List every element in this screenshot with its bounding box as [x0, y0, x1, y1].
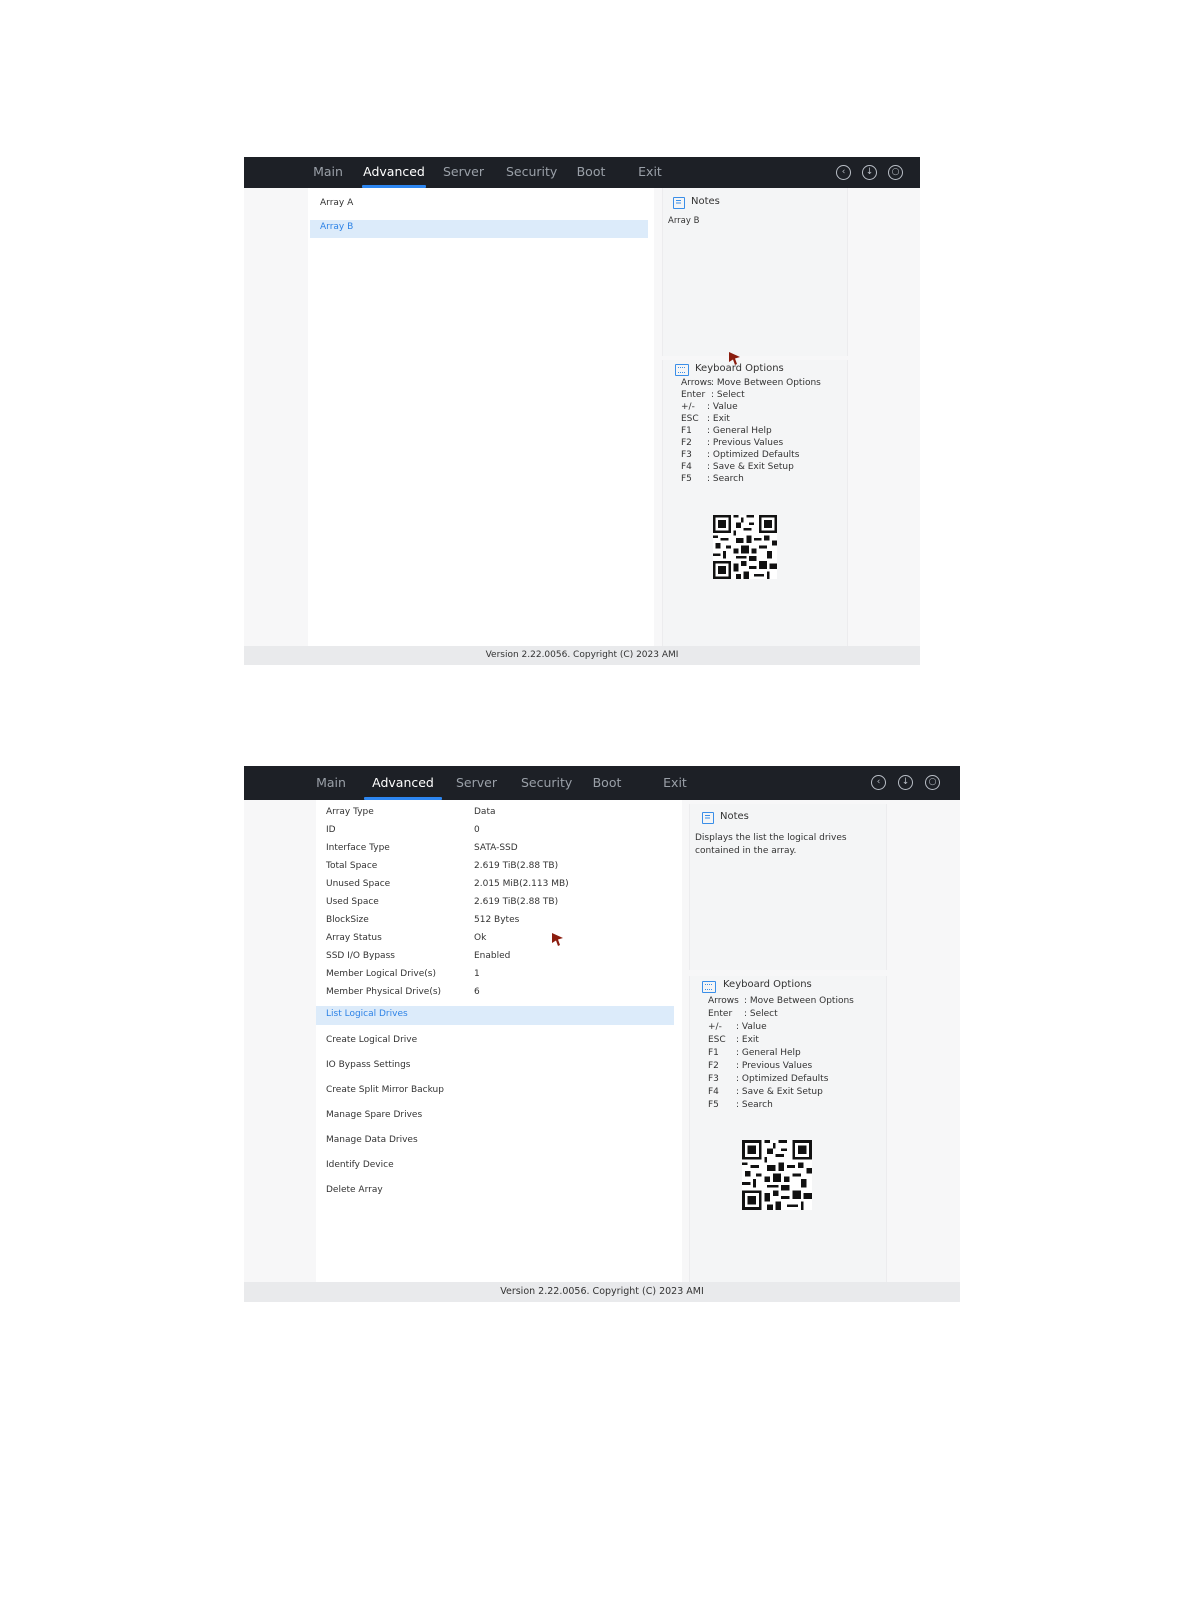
key-desc: : General Help — [707, 426, 772, 436]
key-name: F5 — [681, 474, 692, 484]
keyboard-icon — [702, 981, 716, 993]
key-row — [681, 450, 799, 460]
property-label: Unused Space — [326, 879, 391, 889]
key-row — [708, 1048, 801, 1058]
version-footer: Version 2.22.0056. Copyright (C) 2023 AMI — [244, 646, 920, 665]
key-row — [708, 1035, 759, 1045]
property-value: 2.619 TiB(2.88 TB) — [474, 897, 559, 907]
tab-security[interactable]: Security — [521, 775, 573, 790]
key-desc: : Exit — [707, 414, 730, 424]
notes-icon — [673, 197, 685, 209]
property-value: SATA-SSD — [474, 843, 518, 853]
tab-advanced-label: Advanced — [363, 164, 425, 179]
notes-title: Notes — [691, 196, 720, 207]
property-label: Member Physical Drive(s) — [326, 987, 442, 997]
version-footer: Version 2.22.0056. Copyright (C) 2023 AMI — [244, 1282, 960, 1302]
key-row — [708, 1009, 778, 1019]
key-row — [681, 378, 821, 388]
notes-text: Array B — [668, 216, 700, 226]
save-icon[interactable]: ↓ — [862, 165, 877, 180]
property-value: 2.619 TiB(2.88 TB) — [474, 861, 559, 871]
tab-server[interactable]: Server — [443, 164, 484, 179]
key-desc: : Value — [707, 402, 738, 412]
key-name: F2 — [681, 438, 692, 448]
tab-advanced-label: Advanced — [372, 775, 434, 790]
property-value: 512 Bytes — [474, 915, 520, 925]
key-desc: : General Help — [736, 1048, 801, 1058]
key-desc: : Move Between Options — [744, 996, 854, 1006]
action-identify-device[interactable]: Identify Device — [326, 1160, 394, 1170]
key-name: F1 — [708, 1048, 719, 1058]
keyboard-icon — [675, 364, 689, 376]
key-name: F5 — [708, 1100, 719, 1110]
menu-panel — [308, 188, 654, 648]
property-label: Member Logical Drive(s) — [326, 969, 436, 979]
key-row — [708, 1061, 812, 1071]
menu-item-array-b[interactable] — [310, 220, 648, 238]
top-nav-bar — [244, 157, 920, 188]
key-desc: : Save & Exit Setup — [736, 1087, 823, 1097]
back-icon[interactable]: ‹ — [871, 775, 886, 790]
notes-panel — [689, 804, 887, 970]
keyboard-options-title: Keyboard Options — [723, 979, 812, 990]
key-name: Arrows — [681, 378, 712, 388]
property-label: SSD I/O Bypass — [326, 951, 395, 961]
key-desc: : Optimized Defaults — [736, 1074, 829, 1084]
tab-main[interactable]: Main — [316, 775, 346, 790]
key-name: +/- — [708, 1022, 722, 1032]
property-value: Data — [474, 807, 496, 817]
key-name: F4 — [708, 1087, 719, 1097]
tab-exit[interactable]: Exit — [638, 164, 662, 179]
key-row — [681, 426, 772, 436]
tab-advanced[interactable] — [362, 164, 426, 179]
tab-boot[interactable]: Boot — [592, 775, 622, 790]
action-manage-spare-drives[interactable]: Manage Spare Drives — [326, 1110, 423, 1120]
notes-icon — [702, 812, 714, 824]
keyboard-options-title: Keyboard Options — [695, 363, 784, 374]
key-name: ESC — [708, 1035, 726, 1045]
key-row — [681, 438, 783, 448]
property-label: Array Type — [326, 807, 374, 817]
tab-server[interactable]: Server — [456, 775, 497, 790]
key-row — [708, 1100, 773, 1110]
key-name: Enter — [708, 1009, 733, 1019]
key-row — [681, 390, 745, 400]
key-name: Enter — [681, 390, 706, 400]
key-row — [708, 1022, 767, 1032]
key-name: Arrows — [708, 996, 739, 1006]
key-desc: : Search — [736, 1100, 773, 1110]
key-desc: : Move Between Options — [711, 378, 821, 388]
action-create-split-mirror-backup[interactable]: Create Split Mirror Backup — [326, 1085, 444, 1095]
key-name: F3 — [681, 450, 692, 460]
property-label: BlockSize — [326, 915, 369, 925]
property-value: 2.015 MiB(2.113 MB) — [474, 879, 569, 889]
key-desc: : Previous Values — [736, 1061, 813, 1071]
mouse-cursor-icon — [551, 932, 565, 948]
key-name: F2 — [708, 1061, 719, 1071]
key-desc: : Select — [744, 1009, 778, 1019]
notes-text: Displays the list the logical drives contained in the array. — [695, 833, 847, 856]
search-icon[interactable]: ○ — [925, 775, 940, 790]
key-desc: : Previous Values — [707, 438, 784, 448]
property-label: Used Space — [326, 897, 379, 907]
key-row — [708, 996, 854, 1006]
key-row — [708, 1087, 823, 1097]
bios-screen-2 — [244, 766, 960, 1302]
key-row — [708, 1074, 828, 1084]
key-name: +/- — [681, 402, 695, 412]
property-value: 6 — [474, 987, 480, 997]
action-delete-array[interactable]: Delete Array — [326, 1185, 383, 1195]
key-desc: : Search — [707, 474, 744, 484]
array-details-panel — [316, 800, 682, 1282]
key-row — [681, 474, 744, 484]
property-value: Enabled — [474, 951, 511, 961]
key-name: F1 — [681, 426, 692, 436]
qr-code — [713, 515, 777, 579]
property-value: 1 — [474, 969, 480, 979]
action-list-logical-drives[interactable] — [316, 1006, 674, 1025]
key-name: F3 — [708, 1074, 719, 1084]
property-label: Array Status — [326, 933, 382, 943]
key-name: F4 — [681, 462, 692, 472]
key-desc: : Optimized Defaults — [707, 450, 800, 460]
action-create-logical-drive[interactable]: Create Logical Drive — [326, 1035, 418, 1045]
back-icon[interactable]: ‹ — [836, 165, 851, 180]
tab-advanced[interactable] — [364, 775, 442, 790]
key-desc: : Value — [736, 1022, 767, 1032]
save-icon[interactable]: ↓ — [898, 775, 913, 790]
key-row — [681, 402, 738, 412]
key-desc: : Save & Exit Setup — [707, 462, 794, 472]
keyboard-options-panel — [689, 976, 887, 1282]
tab-exit[interactable]: Exit — [663, 775, 687, 790]
menu-item-array-b-label: Array B — [320, 222, 354, 232]
keyboard-options-panel — [662, 360, 848, 648]
tab-boot[interactable]: Boot — [576, 164, 606, 179]
mouse-cursor-icon — [728, 351, 742, 367]
key-row — [681, 462, 794, 472]
bios-screen-1 — [244, 157, 920, 665]
menu-item-array-a[interactable]: Array A — [320, 198, 354, 208]
key-row — [681, 414, 730, 424]
property-value: 0 — [474, 825, 480, 835]
key-desc: : Exit — [736, 1035, 759, 1045]
qr-code — [742, 1140, 812, 1210]
property-label: ID — [326, 825, 336, 835]
notes-title: Notes — [720, 811, 749, 822]
tab-main[interactable]: Main — [313, 164, 343, 179]
search-icon[interactable]: ○ — [888, 165, 903, 180]
key-name: ESC — [681, 414, 699, 424]
action-manage-data-drives[interactable]: Manage Data Drives — [326, 1135, 418, 1145]
key-desc: : Select — [711, 390, 745, 400]
notes-panel — [662, 188, 848, 356]
top-nav-bar — [244, 766, 960, 800]
property-value: Ok — [474, 933, 487, 943]
property-label: Interface Type — [326, 843, 390, 853]
action-label: List Logical Drives — [326, 1009, 408, 1019]
tab-security[interactable]: Security — [506, 164, 558, 179]
action-io-bypass-settings[interactable]: IO Bypass Settings — [326, 1060, 411, 1070]
property-label: Total Space — [326, 861, 378, 871]
